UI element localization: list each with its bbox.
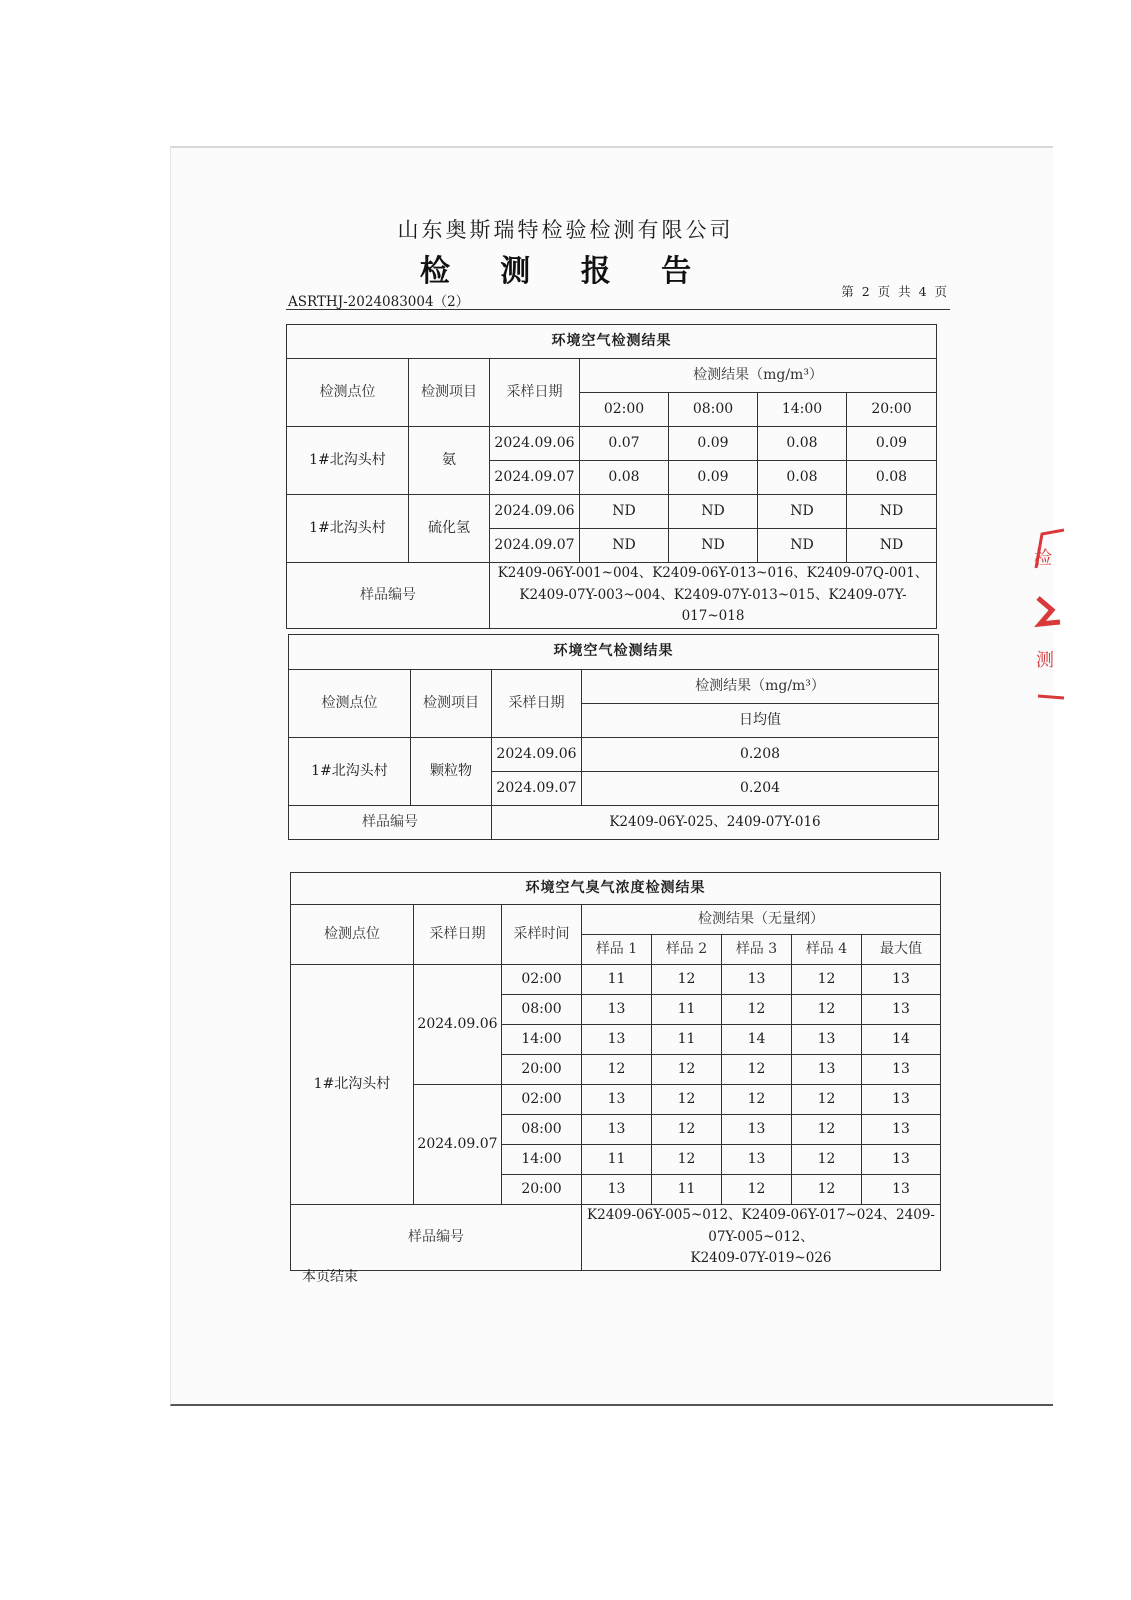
seal-char-2: 测 — [1036, 650, 1054, 671]
table3-cell: 12 — [652, 1115, 722, 1145]
table3-cell: 13 — [862, 1145, 941, 1175]
report-title: 检 测 报 告 — [419, 254, 712, 289]
table1-cell: 0.08 — [758, 427, 847, 461]
table1-item: 氨 — [409, 427, 490, 495]
table3-cell: 13 — [722, 1115, 792, 1145]
table1-date: 2024.09.07 — [490, 529, 580, 563]
table3-cell: 14 — [722, 1025, 792, 1055]
table1-cell: 0.07 — [580, 427, 669, 461]
table3-col-time: 采样时间 — [502, 905, 582, 965]
table3-cell: 12 — [792, 965, 862, 995]
table3-caption: 环境空气臭气浓度检测结果 — [291, 873, 941, 905]
table3-sample-col: 样品 3 — [722, 935, 792, 965]
table3-cell: 13 — [722, 1145, 792, 1175]
table3-cell: 13 — [722, 965, 792, 995]
table3-cell: 13 — [792, 1055, 862, 1085]
table3-cell: 11 — [582, 965, 652, 995]
table1-cell: ND — [847, 495, 937, 529]
table3-cell: 13 — [862, 1085, 941, 1115]
table3-cell: 12 — [792, 1115, 862, 1145]
table3-time: 20:00 — [502, 1055, 582, 1085]
table1-cell: ND — [669, 495, 758, 529]
table3-time: 02:00 — [502, 1085, 582, 1115]
table1-sample-line-1: K2409-06Y-001~004、K2409-06Y-013~016、K2409-07Q-001、 — [497, 565, 929, 581]
table1-col-date: 采样日期 — [490, 359, 580, 427]
table1-cell: 0.09 — [669, 427, 758, 461]
table2-col-site: 检测点位 — [289, 670, 411, 738]
table3-cell: 13 — [862, 995, 941, 1025]
table3-cell: 13 — [862, 965, 941, 995]
table1-cell: 0.09 — [669, 461, 758, 495]
table3-sample-line-2: K2409-07Y-019~026 — [690, 1250, 832, 1267]
table1-cell: 0.08 — [758, 461, 847, 495]
table1-col-site: 检测点位 — [287, 359, 409, 427]
table1-cell: 0.08 — [847, 461, 937, 495]
table3-cell: 12 — [722, 995, 792, 1025]
table3-cell: 12 — [652, 965, 722, 995]
table2-col-result: 检测结果（mg/m³） — [582, 670, 939, 704]
table1-cell: ND — [847, 529, 937, 563]
table3-cell: 12 — [722, 1055, 792, 1085]
table3-sample-col: 样品 2 — [652, 935, 722, 965]
ammonia-h2s-results-table — [286, 324, 937, 629]
table3-date: 2024.09.06 — [414, 965, 502, 1085]
table3-sample-label: 样品编号 — [291, 1205, 582, 1271]
table3-time: 14:00 — [502, 1025, 582, 1055]
table3-sample-codes — [582, 1205, 941, 1271]
table3-cell: 12 — [722, 1175, 792, 1205]
table1-sample-codes — [490, 563, 937, 629]
table3-cell: 13 — [582, 995, 652, 1025]
table2-date: 2024.09.06 — [492, 738, 582, 772]
header-divider — [286, 309, 950, 310]
table3-max-col: 最大值 — [862, 935, 941, 965]
table3-cell: 14 — [862, 1025, 941, 1055]
table1-cell: ND — [580, 529, 669, 563]
end-of-page-note: 本页结束 — [302, 1269, 358, 1285]
official-seal-stamp — [1030, 528, 1070, 708]
table2-col-item: 检测项目 — [411, 670, 492, 738]
table3-cell: 13 — [582, 1085, 652, 1115]
odor-results-table — [290, 872, 941, 1271]
table3-time: 20:00 — [502, 1175, 582, 1205]
table1-time-3: 20:00 — [847, 393, 937, 427]
table1-sample-line-2: K2409-07Y-003~004、K2409-07Y-013~015、K2409-07Y-017~018 — [519, 586, 907, 625]
table2-caption: 环境空气检测结果 — [289, 635, 939, 670]
particulate-results-table — [288, 634, 939, 840]
company-name: 山东奥斯瑞特检验检测有限公司 — [397, 218, 734, 242]
seal-mark — [1038, 598, 1060, 624]
table3-cell: 12 — [582, 1055, 652, 1085]
table3-cell: 13 — [582, 1025, 652, 1055]
table1-sample-label: 样品编号 — [287, 563, 490, 629]
seal-ring-bottom — [1038, 696, 1064, 698]
table3-cell: 12 — [652, 1055, 722, 1085]
table3-cell: 12 — [652, 1145, 722, 1175]
table1-date: 2024.09.06 — [490, 495, 580, 529]
table1-item: 硫化氢 — [409, 495, 490, 563]
table2-sample-codes: K2409-06Y-025、2409-07Y-016 — [492, 806, 939, 840]
table3-sample-col: 样品 1 — [582, 935, 652, 965]
report-number: ASRTHJ-2024083004（2） — [288, 294, 470, 310]
table1-cell: ND — [580, 495, 669, 529]
table1-time-0: 02:00 — [580, 393, 669, 427]
table3-cell: 11 — [652, 1025, 722, 1055]
table1-site: 1#北沟头村 — [287, 427, 409, 495]
table3-cell: 13 — [862, 1175, 941, 1205]
table2-col-daily: 日均值 — [582, 704, 939, 738]
table1-col-item: 检测项目 — [409, 359, 490, 427]
table1-cell: 0.09 — [847, 427, 937, 461]
table1-time-2: 14:00 — [758, 393, 847, 427]
seal-char-1: 检 — [1034, 548, 1052, 569]
table3-cell: 11 — [582, 1145, 652, 1175]
table3-cell: 11 — [652, 1175, 722, 1205]
table1-cell: ND — [758, 529, 847, 563]
table1-cell: ND — [758, 495, 847, 529]
table3-sample-col: 样品 4 — [792, 935, 862, 965]
table1-date: 2024.09.06 — [490, 427, 580, 461]
table3-cell: 12 — [652, 1085, 722, 1115]
table3-cell: 12 — [792, 1145, 862, 1175]
table2-site: 1#北沟头村 — [289, 738, 411, 806]
table2-date: 2024.09.07 — [492, 772, 582, 806]
table3-cell: 13 — [792, 1025, 862, 1055]
table3-cell: 13 — [582, 1115, 652, 1145]
table3-col-site: 检测点位 — [291, 905, 414, 965]
table3-cell: 13 — [862, 1115, 941, 1145]
page-indicator: 第 2 页 共 4 页 — [841, 284, 949, 299]
table1-date: 2024.09.07 — [490, 461, 580, 495]
table3-time: 02:00 — [502, 965, 582, 995]
table1-cell: ND — [669, 529, 758, 563]
table3-cell: 11 — [652, 995, 722, 1025]
table3-date: 2024.09.07 — [414, 1085, 502, 1205]
table3-time: 14:00 — [502, 1145, 582, 1175]
table1-cell: 0.08 — [580, 461, 669, 495]
table3-cell: 12 — [792, 1175, 862, 1205]
table2-value: 0.208 — [582, 738, 939, 772]
table3-time: 08:00 — [502, 995, 582, 1025]
table1-time-1: 08:00 — [669, 393, 758, 427]
table3-cell: 12 — [792, 995, 862, 1025]
table3-sample-line-1: K2409-06Y-005~012、K2409-06Y-017~024、2409-07Y-005~012、 — [587, 1207, 935, 1245]
table3-cell: 12 — [722, 1085, 792, 1115]
table3-site: 1#北沟头村 — [291, 965, 414, 1205]
table1-site: 1#北沟头村 — [287, 495, 409, 563]
table2-sample-label: 样品编号 — [289, 806, 492, 840]
table3-time: 08:00 — [502, 1115, 582, 1145]
table2-value: 0.204 — [582, 772, 939, 806]
table3-col-date: 采样日期 — [414, 905, 502, 965]
table2-item: 颗粒物 — [411, 738, 492, 806]
table1-caption: 环境空气检测结果 — [287, 325, 937, 359]
table3-cell: 12 — [792, 1085, 862, 1115]
table3-col-result: 检测结果（无量纲） — [582, 905, 941, 935]
table2-col-date: 采样日期 — [492, 670, 582, 738]
table1-col-result: 检测结果（mg/m³） — [580, 359, 937, 393]
table3-cell: 13 — [582, 1175, 652, 1205]
table3-cell: 13 — [862, 1055, 941, 1085]
